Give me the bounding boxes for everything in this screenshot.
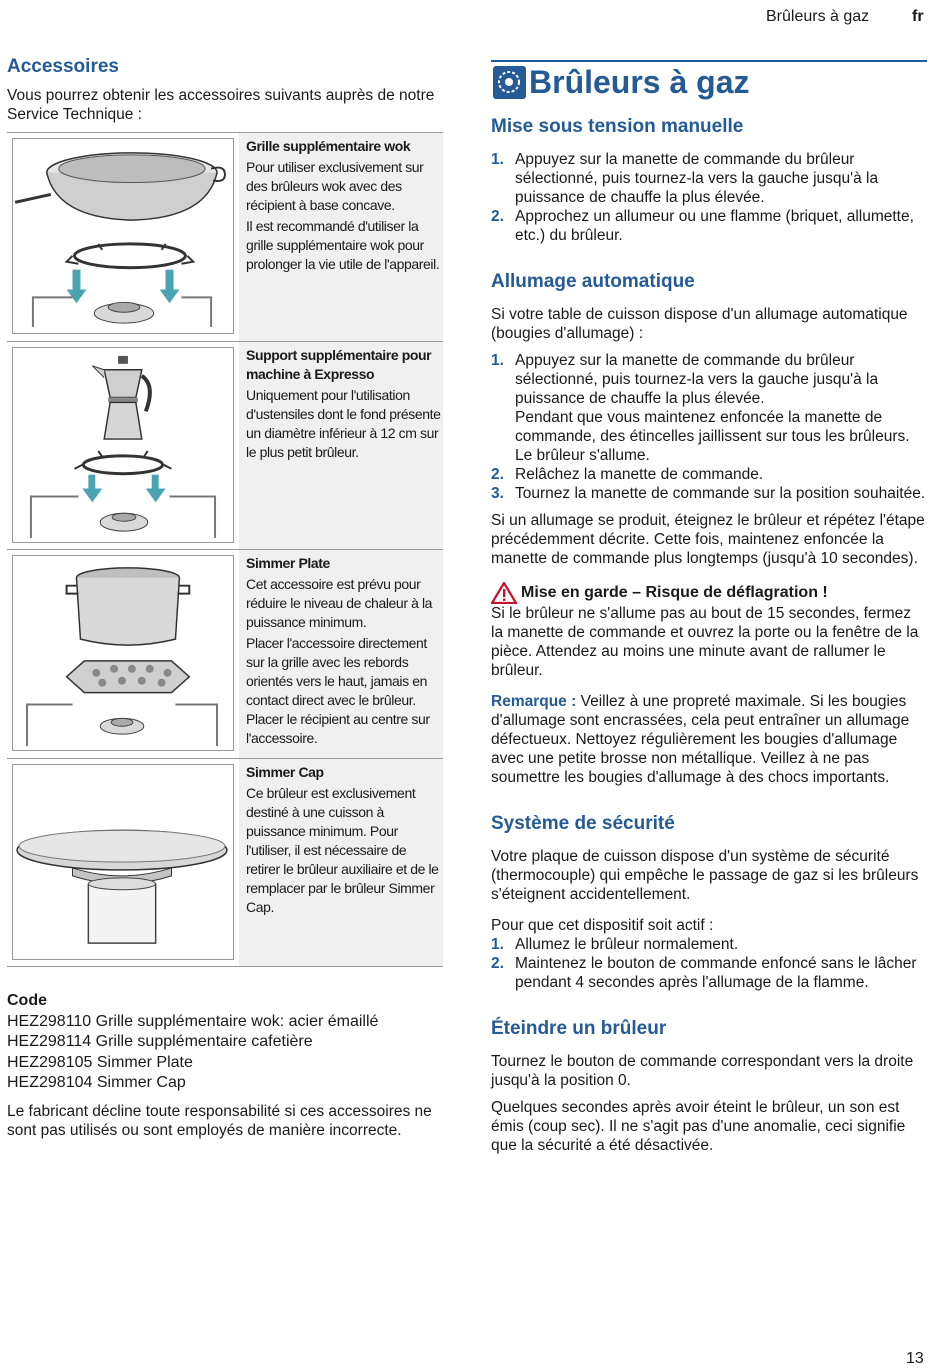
steps-list xyxy=(491,935,927,992)
section-paragraph: Quelques secondes après avoir éteint le brûleur, un son est émis (coup sec). Il ne s'agit pas d'une anomalie, ceci signifie que la sécurité a été désactivée. xyxy=(491,1099,906,1154)
step-number: 1. xyxy=(491,151,504,168)
section-heading: Système de sécurité xyxy=(491,813,675,834)
step-number: 1. xyxy=(491,936,504,953)
section-heading: Mise sous tension manuelle xyxy=(491,116,744,137)
code-list xyxy=(7,991,443,1094)
step-text: Approchez un allumeur ou une flamme (briquet, allumette, etc.) du brûleur. xyxy=(515,208,914,244)
simmer-cap-illustration xyxy=(12,764,234,960)
section-paragraph: Tournez le bouton de commande correspondant vers la droite jusqu'à la position 0. xyxy=(491,1053,914,1089)
step-item xyxy=(491,484,927,503)
accessory-note: Placer l'accessoire directement sur la grille avec les rebords orientés vers le haut, jamais en contact direct avec le brûleur. Placer le récipient au centre sur l'accessoire. xyxy=(246,635,430,746)
note-paragraph xyxy=(491,692,927,787)
accessories-table xyxy=(7,132,443,967)
step-number: 2. xyxy=(491,466,504,483)
step-text: Relâchez la manette de commande. xyxy=(515,466,764,483)
code-item: HEZ298105 Simmer Plate xyxy=(7,1053,193,1071)
wok-illustration xyxy=(12,138,234,334)
section-auto-ignition xyxy=(491,271,927,787)
step-item xyxy=(491,351,927,465)
burner-icon xyxy=(493,66,526,99)
retry-paragraph: Si un allumage se produit, éteignez le brûleur et répétez l'étape précédemment décrite. Cette fois, maintenez enfoncée la manette de commande plus longtemps (jusqu'à 10 secondes). xyxy=(491,512,925,567)
accessory-row-simmer-cap xyxy=(7,759,443,968)
accessory-title: Simmer Cap xyxy=(246,763,324,780)
accessory-desc: Ce brûleur est exclusivement destiné à une cuisson à puissance minimum. Pour l'utiliser, il est nécessaire de retirer le brûleur auxiliaire et de le remplacer par le brûleur Simmer Cap. xyxy=(246,784,439,915)
step-text: Tournez la manette de commande sur la position souhaitée. xyxy=(515,485,926,502)
step-text: Allumez le brûleur normalement. xyxy=(515,936,739,953)
section-manual-ignition xyxy=(491,116,927,245)
step-item xyxy=(491,935,927,954)
step-item xyxy=(491,465,927,484)
accessory-desc: Uniquement pour l'utilisation d'ustensiles dont le fond présente un diamètre inférieur à 12 cm sur le plus petit brûleur. xyxy=(246,386,441,460)
step-text: Appuyez sur la manette de commande du brûleur sélectionné, puis tournez-la vers la gauche jusqu'à la puissance de chauffe la plus élevée. xyxy=(515,352,879,407)
accessory-desc: Pour utiliser exclusivement sur des brûleurs wok avec des récipient à base concave. xyxy=(246,159,424,213)
page-number: 13 xyxy=(906,1350,924,1367)
chapter-title xyxy=(491,60,927,102)
espresso-illustration xyxy=(12,347,234,543)
accessory-note: Il est recommandé d'utiliser la grille supplémentaire wok pour prolonger la vie utile de l'appareil. xyxy=(246,218,440,272)
step-number: 2. xyxy=(491,955,504,972)
section-safety-system xyxy=(491,813,927,992)
step-item xyxy=(491,207,927,245)
warning-text: Si le brûleur ne s'allume pas au bout de 15 secondes, fermez la manette de commande et ouvrez la porte ou la fenêtre de la pièce. Attendez au moins une minute avant de rallumer le brûleur. xyxy=(491,605,919,679)
section-paragraph: Pour que cet dispositif soit actif : xyxy=(491,917,714,934)
steps-list xyxy=(491,351,927,503)
accessory-row-simmer-plate xyxy=(7,550,443,759)
left-column xyxy=(7,56,443,1140)
accessory-row-espresso xyxy=(7,342,443,551)
accessory-title: Grille supplémentaire wok xyxy=(246,138,411,154)
steps-list xyxy=(491,150,927,245)
accessory-text-espresso xyxy=(239,342,443,550)
code-item: HEZ298110 Grille supplémentaire wok: acier émaillé xyxy=(7,1012,379,1030)
accessory-title: Support supplémentaire pour machine à Expresso xyxy=(246,346,432,382)
accessory-text-simmer-cap xyxy=(239,759,443,967)
step-number: 1. xyxy=(491,352,504,369)
right-column xyxy=(491,60,927,1163)
code-item: HEZ298114 Grille supplémentaire cafetière xyxy=(7,1033,313,1050)
note-label: Remarque : xyxy=(491,693,577,710)
warning-heading xyxy=(491,582,927,604)
step-text: Appuyez sur la manette de commande du brûleur sélectionné, puis tournez-la vers la gauche jusqu'à la puissance de chauffe la plus élevée. xyxy=(515,151,879,206)
note-text: Veillez à une propreté maximale. Si les bougies d'allumage sont encrassées, cela peut entraîner un allumage défectueux. Nettoyez régulièrement les bougies d'allumage avec une petite brosse non métallique. Veillez à ne pas soumettre les bougies d'allumage à des chocs importants. xyxy=(491,693,910,786)
step-item xyxy=(491,954,927,992)
section-heading: Allumage automatique xyxy=(491,271,695,292)
chapter-title-text: Brûleurs à gaz xyxy=(529,64,750,100)
disclaimer: Le fabricant décline toute responsabilité si ces accessoires ne sont pas utilisés ou sont employés de manière incorrecte. xyxy=(7,1102,432,1139)
code-item: HEZ298104 Simmer Cap xyxy=(7,1074,186,1091)
step-number: 2. xyxy=(491,208,504,225)
accessory-text-simmer-plate xyxy=(239,550,443,758)
warning-title: Mise en garde – Risque de déflagration ! xyxy=(521,584,828,601)
header-section-title: Brûleurs à gaz xyxy=(766,8,870,25)
accessory-text-wok xyxy=(239,133,443,341)
step-extra: Pendant que vous maintenez enfoncée la manette de commande, des étincelles jaillissent sur tous les brûleurs. Le brûleur s'allume. xyxy=(515,409,910,464)
code-heading: Code xyxy=(7,992,47,1009)
warning-icon xyxy=(491,582,517,604)
accessory-row-wok xyxy=(7,133,443,342)
accessory-title: Simmer Plate xyxy=(246,555,330,571)
section-turn-off xyxy=(491,1018,927,1155)
accessory-desc: Cet accessoire est prévu pour réduire le niveau de chaleur à la puissance minimum. xyxy=(246,576,433,630)
page-header xyxy=(0,0,950,34)
simmer-plate-illustration xyxy=(12,555,234,751)
header-language: fr xyxy=(912,8,924,25)
section-intro: Si votre table de cuisson dispose d'un allumage automatique (bougies d'allumage) : xyxy=(491,306,908,342)
accessories-heading: Accessoires xyxy=(7,56,119,77)
section-paragraph: Votre plaque de cuisson dispose d'un système de sécurité (thermocouple) qui empêche le passage de gaz si les brûleurs s'éteignent accidentellement. xyxy=(491,848,919,903)
section-heading: Éteindre un brûleur xyxy=(491,1018,667,1039)
accessories-intro: Vous pourrez obtenir les accessoires suivants auprès de notre Service Technique : xyxy=(7,87,435,123)
step-number: 3. xyxy=(491,485,504,502)
step-item xyxy=(491,150,927,207)
step-text: Maintenez le bouton de commande enfoncé sans le lâcher pendant 4 secondes après l'allumage de la flamme. xyxy=(515,955,917,991)
